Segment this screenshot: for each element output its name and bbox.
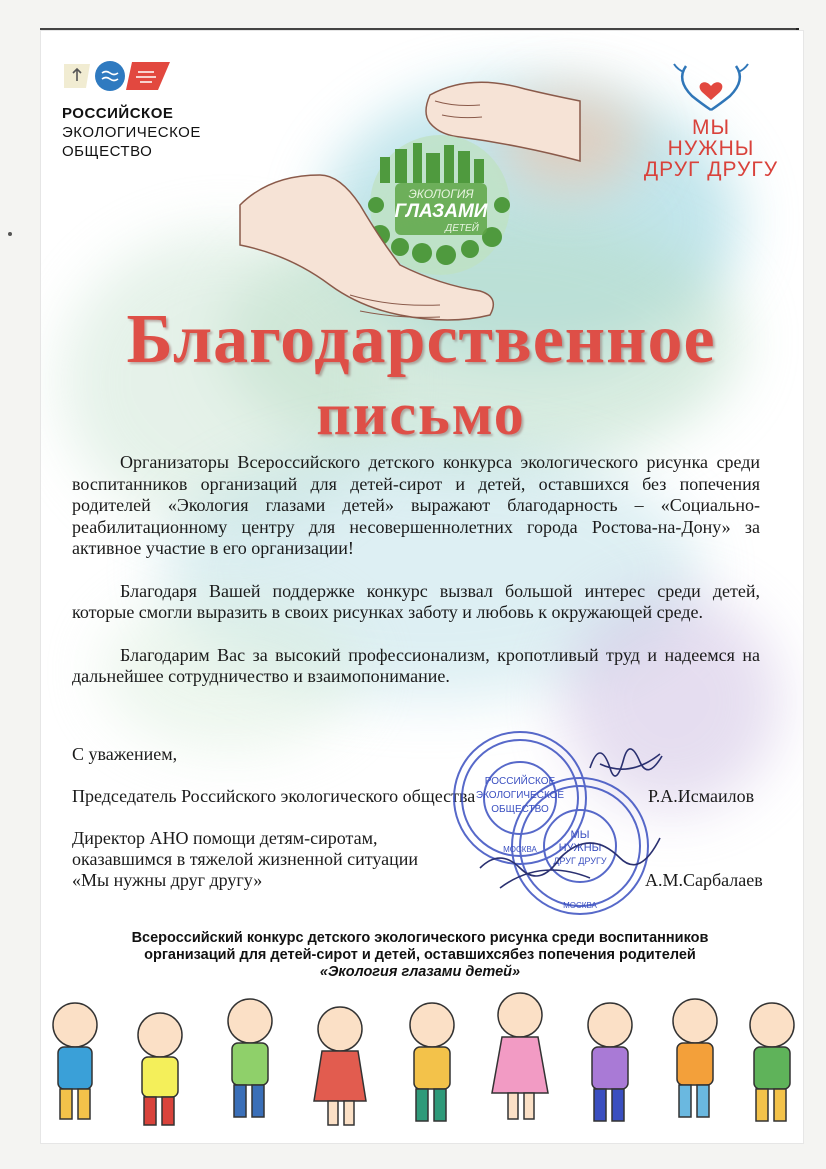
mn-logo [626, 60, 796, 180]
document-title-line2: письмо [316, 381, 526, 447]
kid-figure [673, 999, 717, 1117]
kid-figure [53, 1003, 97, 1119]
reo-name-line2: ЭКОЛОГИЧЕСКОЕ [62, 124, 201, 141]
regards: С уважением, [72, 744, 178, 764]
kids-illustration [40, 985, 802, 1135]
kid-figure [138, 1013, 182, 1125]
stamp1-line2: ЭКОЛОГИЧЕСКОЕ [475, 790, 565, 801]
paragraph: Благодарим Вас за высокий профессионализм, кропотливый труд и надеемся на дальнейшее сотрудничество и взаимопонимание. [72, 644, 760, 686]
signer1-name: Р.А.Исмаилов [648, 786, 755, 806]
emblem-line1: ЭКОЛОГИЯ [408, 187, 474, 201]
stamp1-line3: ОБЩЕСТВО [491, 804, 549, 815]
stamp2-line3: ДРУГ ДРУГУ [553, 856, 607, 866]
stamp2-city: МОСКВА [563, 901, 597, 910]
stamp2-line1: МЫ [570, 829, 590, 841]
footer-line2: организаций для детей-сирот и детей, оставшихсябез попечения родителей [144, 947, 696, 963]
mn-name-line3: ДРУГ ДРУГУ [643, 158, 779, 181]
contest-footer [80, 930, 760, 981]
kid-figure [750, 1003, 794, 1121]
emblem-line2: ГЛАЗАМИ [394, 201, 488, 222]
stamps-and-signatures [440, 718, 680, 928]
stamp1-city: МОСКВА [503, 845, 537, 854]
signer2-position-line1: Директор АНО помощи детям-сиротам, [72, 828, 378, 848]
stamp1-line1: РОССИЙСКОЕ [484, 776, 556, 787]
signer2-position-line3: «Мы нужны друг другу» [72, 870, 263, 890]
footer-line3: «Экология глазами детей» [319, 964, 521, 980]
signer2-position-line2: оказавшимся в тяжелой жизненной ситуации [72, 849, 419, 869]
signer1-position: Председатель Российского экологического общества [72, 786, 476, 806]
reo-name-line1: РОССИЙСКОЕ [62, 105, 174, 122]
reo-emblem-icon [62, 60, 172, 92]
stamp2-line2: НУЖНЫ [558, 842, 602, 854]
mn-name-line2: НУЖНЫ [667, 137, 755, 160]
reo-logo [62, 60, 201, 161]
hands-heart-icon [668, 60, 754, 112]
mn-name-line1: МЫ [691, 116, 731, 139]
kid-figure [228, 999, 272, 1117]
kid-figure [314, 1007, 366, 1125]
scan-dot [8, 232, 12, 236]
reo-name-line3: ОБЩЕСТВО [62, 143, 153, 160]
document-title: Благодарственное [126, 301, 716, 378]
emblem-line3: ДЕТЕЙ [445, 223, 479, 234]
reo-name [62, 104, 201, 161]
paragraph: Благодаря Вашей поддержке конкурс вызвал большой интерес среди детей, которые смогли выразить в своих рисунках заботу и любовь к окружающей среде. [72, 580, 760, 622]
reo-logo-icons [62, 60, 201, 92]
footer-line1: Всероссийский конкурс детского экологического рисунка среди воспитанников [131, 930, 709, 946]
kid-figure [410, 1003, 454, 1121]
letter-body [72, 452, 760, 709]
signer2-name: А.М.Сарбалаев [645, 870, 763, 890]
kid-figure [492, 993, 548, 1119]
kid-figure [588, 1003, 632, 1121]
paragraph: Организаторы Всероссийского детского конкурса экологического рисунка среди воспитанников организаций для детей-сирот и детей, оставшихся без попечения родителей «Экология глазами детей» выражают благодарность – «Социально-реабилитационному центру для несовершеннолетних города Ростова-на-Дону» за активное участие в его организации! [72, 452, 760, 558]
